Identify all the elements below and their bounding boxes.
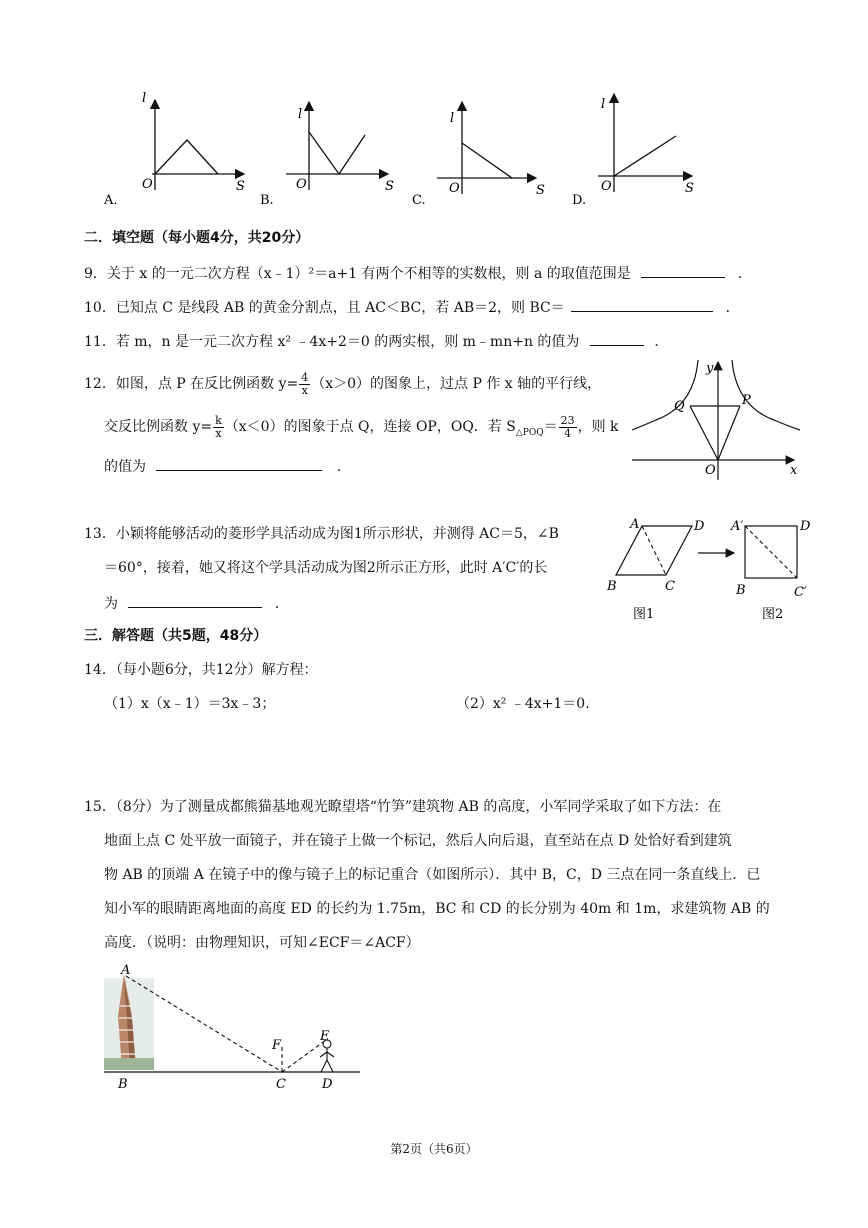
graph-d-axis-y: l [601, 97, 606, 112]
question-12-line2 [104, 412, 619, 448]
q12-frac1-den: x [301, 383, 308, 397]
q15-figure [96, 960, 376, 1094]
graph-c[interactable] [412, 102, 545, 208]
q13-fig2-b: B [736, 583, 746, 598]
q13-fig2-c: C′ [794, 585, 807, 600]
q13-end: ． [274, 596, 289, 612]
graph-b-axis-x: S [385, 179, 394, 194]
q15-fig-b: B [118, 1077, 128, 1092]
section2-heading: 二．填空题（每小题4分，共20分） [84, 230, 310, 246]
question-9 [84, 263, 752, 283]
q12-frac2 [213, 415, 224, 440]
graph-c-axis-y: l [450, 111, 455, 126]
question-12-line1 [84, 369, 601, 399]
q12-line1a: 12．如图，点 P 在反比例函数 y= [84, 376, 299, 392]
q11-text: 11．若 m，n 是一元二次方程 x² ﹣4x+2＝0 的两实根，则 m﹣mn+n 的值为 [84, 334, 580, 350]
q13-line3: 为 [104, 596, 118, 612]
graph-c-axis-x: S [536, 183, 545, 198]
q12-frac3 [559, 415, 577, 440]
question-11 [84, 331, 668, 351]
question-10 [84, 297, 740, 317]
question-12-line3 [104, 456, 351, 476]
graph-d-label: D. [572, 193, 587, 208]
q12-line1b: （x＞0）的图象上，过点 P 作 x 轴的平行线， [311, 376, 602, 392]
question-15-line3: 物 AB 的顶端 A 在镜子中的像与镜子上的标记重合（如图所示）．其中 B，C，D 三点在同一条直线上．已 [104, 867, 761, 883]
q15-fig-d: D [322, 1077, 333, 1092]
q12-fig-o: O [705, 463, 716, 478]
q11-answer-blank[interactable] [590, 331, 644, 346]
q10-end: ． [725, 300, 740, 316]
q13-fig1-d: D [694, 519, 705, 534]
question-15-line5: 高度．（说明：由物理知识，可知∠ECF＝∠ACF） [104, 935, 420, 951]
question-15-line4: 知小军的眼睛距离地面的高度 ED 的长约为 1.75m，BC 和 CD 的长分别为 40m 和 1m，求建筑物 AB 的 [104, 901, 770, 917]
question-15-line2: 地面上点 C 处平放一面镜子，并在镜子上做一个标记，然后人向后退，直至站在点 D 处恰好看到建筑 [104, 833, 732, 849]
q12-line3: 的值为 [104, 459, 146, 475]
q12-frac1-num: 4 [301, 370, 309, 384]
q14-part2: （2）x² ﹣4x+1＝0. [456, 696, 590, 712]
q13-figure [600, 512, 830, 624]
question-13-line2: ＝60°，接着，她又将这个学具活动成为图2所示正方形，此时 A′C′的长 [104, 560, 548, 576]
graph-b-label: B. [260, 193, 274, 208]
q10-text: 10．已知点 C 是线段 AB 的黄金分割点，且 AC＜BC，若 AB＝2，则 BC＝ [84, 300, 565, 316]
q12-frac1 [299, 372, 310, 397]
question-15-line1: 15．（8分）为了测量成都熊猫基地观光瞭望塔“竹笋”建筑物 AB 的高度，小军同学采取了如下方法：在 [84, 799, 722, 815]
question-14: 14．（每小题6分，共12分）解方程： [84, 662, 318, 678]
q12-fig-p: P [742, 393, 751, 408]
q15-fig-a: A [121, 963, 131, 978]
q12-sub: △POQ [515, 427, 544, 438]
graph-c-label: C. [412, 193, 426, 208]
q13-fig2-caption: 图2 [762, 607, 784, 622]
q15-fig-f: F [272, 1038, 282, 1053]
q12-answer-blank[interactable] [156, 456, 322, 471]
q13-fig1-c: C [665, 579, 675, 594]
graph-a-origin: O [142, 177, 153, 192]
q10-answer-blank[interactable] [571, 297, 713, 312]
graph-d-origin: O [601, 179, 612, 194]
graph-d[interactable] [572, 94, 694, 208]
q13-fig2-d: D [800, 519, 811, 534]
q13-answer-blank[interactable] [128, 593, 262, 608]
graph-b-origin: O [296, 177, 307, 192]
q12-fig-y: y [706, 361, 714, 376]
q9-answer-blank[interactable] [641, 263, 725, 278]
q9-text: 9．关于 x 的一元二次方程（x﹣1）²＝a+1 有两个不相等的实数根，则 a 的取值范围是 [84, 266, 631, 282]
q12-line2a: 交反比例函数 y= [104, 419, 213, 435]
question-13-line3 [104, 593, 289, 613]
graph-a-label: A. [104, 193, 118, 208]
q13-fig1-caption: 图1 [633, 607, 655, 622]
q12-frac3-num: 23 [560, 413, 575, 427]
q13-fig1-b: B [607, 579, 617, 594]
q9-end: ． [737, 266, 752, 282]
option-graphs [0, 88, 868, 213]
q15-fig-c: C [276, 1077, 286, 1092]
graph-b-axis-y: l [298, 107, 303, 122]
q12-line2d: ，则 k [577, 419, 619, 435]
page-footer: 第2页（共6页） [390, 1142, 478, 1156]
graph-a-axis-x: S [236, 179, 245, 194]
q15-fig-e: E [320, 1029, 330, 1044]
q13-fig1-a: A [630, 517, 640, 532]
graph-c-origin: O [449, 181, 460, 196]
graph-b[interactable] [260, 102, 394, 208]
q12-line2c: ＝ [543, 419, 558, 435]
graph-a-axis-y: l [142, 91, 147, 106]
q12-frac3-den: 4 [564, 426, 572, 440]
q12-end: ． [336, 459, 351, 475]
question-13-line1: 13．小颖将能够活动的菱形学具活动成为图1所示形状，并测得 AC＝5，∠B [84, 526, 559, 542]
q12-figure [628, 356, 808, 482]
q11-end: ． [654, 334, 669, 350]
person-icon [320, 1040, 334, 1072]
q12-line2b: （x＜0）的图象于点 Q，连接 OP，OQ．若 S [224, 419, 516, 435]
q12-frac2-den: x [215, 426, 222, 440]
graph-d-axis-x: S [685, 181, 694, 196]
section3-heading: 三．解答题（共5题，48分） [84, 628, 268, 644]
q13-fig2-a: A′ [731, 519, 744, 534]
graph-a[interactable] [103, 91, 245, 208]
q12-fig-q: Q [674, 399, 685, 414]
q12-fig-x: x [790, 463, 798, 478]
q14-part1: （1）x（x﹣1）＝3x﹣3； [104, 696, 276, 712]
q12-frac2-num: k [215, 413, 222, 427]
